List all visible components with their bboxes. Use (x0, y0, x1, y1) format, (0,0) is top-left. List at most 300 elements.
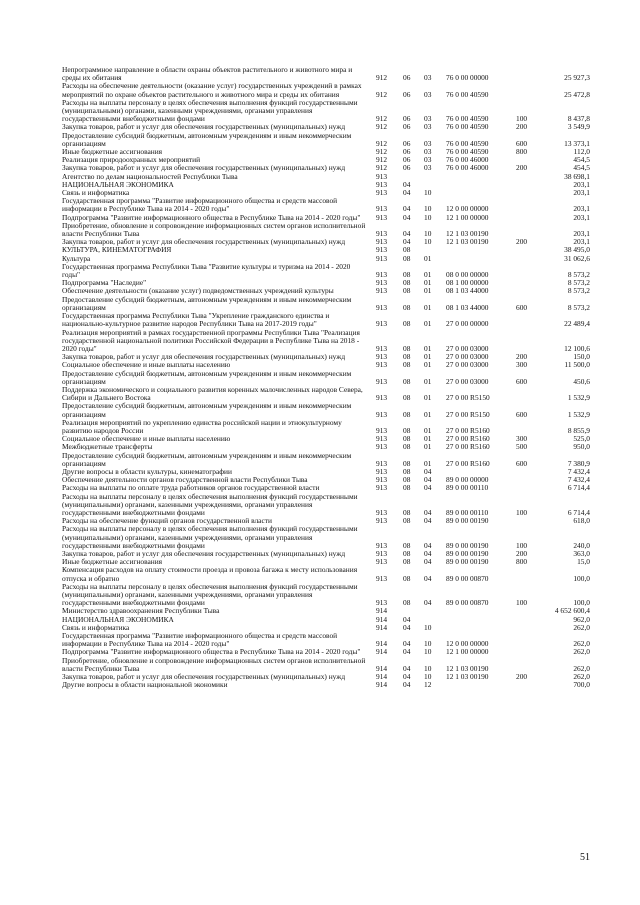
cell-cs: 76 0 00 00000 (446, 73, 489, 83)
cell-gr: 913 (376, 458, 388, 468)
cell-cs: 76 0 00 46000 (446, 155, 489, 165)
cell-vr: 300 (516, 360, 528, 370)
cell-cs: 89 0 00 00110 (446, 483, 489, 493)
table-row (62, 132, 590, 148)
cell-cs: 89 0 00 00000 (446, 475, 489, 485)
cell-gr: 913 (376, 229, 388, 239)
cell-name: Поддержка экономического и социального развития коренных малочисленных народов Севера, Сибири и Дальнего Востока (62, 384, 363, 403)
cell-gr: 912 (376, 163, 388, 173)
cell-rz: 08 (403, 270, 411, 280)
cell-rz: 06 (403, 155, 411, 165)
cell-cs: 12 1 03 00190 (446, 237, 489, 247)
cell-name: Связь и информатика (62, 622, 130, 632)
cell-rz: 06 (403, 138, 411, 148)
cell-pr: 01 (424, 352, 432, 362)
cell-sum: 262,0 (573, 622, 590, 632)
table-row (62, 402, 590, 418)
cell-sum: 25 927,3 (564, 73, 590, 83)
cell-gr: 913 (376, 302, 388, 312)
cell-gr: 913 (376, 188, 388, 198)
cell-name: Закупка товаров, работ и услуг для обеспечения государственных (муниципальных) нужд (62, 122, 346, 132)
cell-pr: 01 (424, 376, 432, 386)
cell-sum: 25 472,8 (564, 89, 590, 99)
cell-pr: 10 (424, 647, 432, 657)
cell-cs: 27 0 00 03000 (446, 376, 489, 386)
cell-pr: 01 (424, 253, 432, 263)
cell-vr: 200 (516, 352, 528, 362)
cell-rz: 08 (403, 425, 411, 435)
cell-pr: 03 (424, 147, 432, 157)
cell-cs: 27 0 00 R5150 (446, 393, 490, 403)
cell-rz: 04 (403, 212, 411, 222)
cell-gr: 913 (376, 548, 388, 558)
cell-sum: 38 495,0 (564, 245, 590, 255)
cell-gr: 913 (376, 343, 388, 353)
cell-name: Приобретение, обновление и сопровождение информационных систем органов исполнительной власти Республики Тыва (62, 655, 366, 673)
table-row (62, 681, 590, 689)
table-row (62, 82, 590, 98)
table-row (62, 657, 590, 673)
cell-sum: 454,5 (573, 155, 590, 165)
table-row (62, 246, 590, 254)
cell-sum: 13 373,1 (564, 138, 590, 148)
cell-name: Связь и информатика (62, 188, 130, 198)
cell-rz: 04 (403, 229, 411, 239)
cell-pr: 01 (424, 286, 432, 296)
table-row (62, 566, 590, 582)
cell-vr: 100 (516, 507, 528, 517)
cell-name: Государственная программа "Развитие информационного общества и средств массовой информации в Республике Тыва на 2014 - 2020 годы" (62, 196, 338, 214)
cell-name: Обеспечение деятельности (оказание услуг) подведомственных учреждений культуры (62, 286, 334, 296)
cell-gr: 913 (376, 253, 388, 263)
cell-vr: 200 (516, 237, 528, 247)
table-row (62, 386, 590, 402)
cell-sum: 962,0 (573, 614, 590, 624)
cell-pr: 04 (424, 516, 432, 526)
cell-name: Государственная программа Республики Тыва "Укрепление гражданского единства и национально-культурное развитие народов Республики Тыва на 2017-2019 годы" (62, 311, 330, 329)
cell-rz: 08 (403, 360, 411, 370)
cell-gr: 913 (376, 393, 388, 403)
cell-gr: 913 (376, 409, 388, 419)
cell-pr: 03 (424, 163, 432, 173)
cell-gr: 913 (376, 507, 388, 517)
cell-pr: 01 (424, 278, 432, 288)
cell-gr: 913 (376, 179, 388, 189)
cell-rz: 06 (403, 147, 411, 157)
cell-gr: 913 (376, 270, 388, 280)
cell-gr: 912 (376, 122, 388, 132)
budget-table (62, 66, 590, 689)
cell-gr: 912 (376, 138, 388, 148)
cell-pr: 01 (424, 409, 432, 419)
cell-pr: 04 (424, 466, 432, 476)
cell-cs: 76 0 00 46000 (446, 163, 489, 173)
cell-sum: 4 652 600,4 (554, 606, 590, 616)
cell-rz: 06 (403, 73, 411, 83)
cell-name: Расходы на обеспечение функций органов государственной власти (62, 516, 272, 526)
cell-pr: 04 (424, 507, 432, 517)
cell-gr: 912 (376, 73, 388, 83)
cell-vr: 100 (516, 598, 528, 608)
table-row (62, 452, 590, 468)
cell-cs: 27 0 00 R5160 (446, 442, 490, 452)
cell-name: Предоставление субсидий бюджетным, автономным учреждениям и иным некоммерческим организациям (62, 130, 352, 148)
cell-name: Реализация природоохранных мероприятий (62, 155, 201, 165)
cell-vr: 600 (516, 376, 528, 386)
cell-vr: 200 (516, 163, 528, 173)
cell-sum: 11 500,0 (564, 360, 590, 370)
cell-name: Государственная программа Республики Тыва "Развитие культуры и туризма на 2014 - 2020 годы" (62, 261, 351, 280)
cell-sum: 1 532,9 (567, 409, 590, 419)
cell-name: Социальное обеспечение и иные выплаты населению (62, 434, 231, 444)
cell-rz: 06 (403, 89, 411, 99)
cell-cs: 89 0 00 00870 (446, 598, 489, 608)
cell-name: Непрограммное направление в области охраны объектов растительного и животного мира и среды их обитания (62, 65, 353, 83)
cell-sum: 3 549,9 (567, 122, 590, 132)
cell-sum: 1 532,9 (567, 393, 590, 403)
cell-rz: 04 (403, 614, 411, 624)
cell-name: Расходы на выплаты по оплате труда работников органов государственной власти (62, 483, 320, 493)
cell-sum: 31 062,6 (564, 253, 590, 263)
cell-name: Министерство здравоохранения Республики Тыва (62, 606, 220, 616)
cell-gr: 913 (376, 237, 388, 247)
cell-pr: 10 (424, 212, 432, 222)
cell-cs: 89 0 00 00190 (446, 516, 489, 526)
cell-name: НАЦИОНАЛЬНАЯ ЭКОНОМИКА (62, 614, 174, 624)
cell-vr: 100 (516, 540, 528, 550)
cell-cs: 12 1 00 00000 (446, 647, 489, 657)
cell-vr: 200 (516, 122, 528, 132)
cell-gr: 913 (376, 245, 388, 255)
cell-rz: 04 (403, 647, 411, 657)
cell-name: Расходы на выплаты персоналу в целях обеспечения выполнения функций государственными (муниципальными) органами, казенными учреждениями, органами управления государственными внебюджетными фондами (62, 581, 358, 608)
cell-sum: 262,0 (573, 647, 590, 657)
table-row (62, 616, 590, 624)
cell-gr: 912 (376, 89, 388, 99)
cell-cs: 08 1 03 44000 (446, 286, 489, 296)
cell-rz: 08 (403, 286, 411, 296)
cell-cs: 08 0 00 00000 (446, 270, 489, 280)
cell-cs: 27 0 00 R5160 (446, 425, 490, 435)
cell-name: Иные бюджетные ассигнования (62, 557, 163, 567)
cell-cs: 76 0 00 40590 (446, 122, 489, 132)
cell-gr: 914 (376, 614, 388, 624)
cell-pr: 10 (424, 237, 432, 247)
cell-gr: 913 (376, 557, 388, 567)
cell-pr: 04 (424, 598, 432, 608)
cell-name: Подпрограмма "Развитие информационного общества в Республике Тыва на 2014 - 2020 годы" (62, 212, 361, 222)
cell-pr: 10 (424, 229, 432, 239)
cell-cs: 12 0 00 00000 (446, 639, 489, 649)
cell-pr: 04 (424, 573, 432, 583)
cell-sum: 203,1 (573, 212, 590, 222)
table-row (62, 296, 590, 312)
table-row (62, 222, 590, 238)
cell-rz: 08 (403, 540, 411, 550)
cell-sum: 38 698,1 (564, 171, 590, 181)
cell-rz: 08 (403, 557, 411, 567)
cell-name: Предоставление субсидий бюджетным, автономным учреждениям и иным некоммерческим организациям (62, 294, 352, 312)
cell-cs: 08 1 00 00000 (446, 278, 489, 288)
cell-name: Предоставление субсидий бюджетным, автономным учреждениям и иным некоммерческим организациям (62, 368, 352, 386)
cell-name: Обеспечение деятельности органов государственной власти Республики Тыва (62, 475, 308, 485)
cell-sum: 6 714,4 (567, 483, 590, 493)
cell-rz: 08 (403, 434, 411, 444)
cell-cs: 27 0 00 R5160 (446, 458, 490, 468)
cell-pr: 03 (424, 89, 432, 99)
cell-sum: 700,0 (573, 680, 590, 690)
cell-name: Расходы на выплаты персоналу в целях обеспечения выполнения функций государственными (муниципальными) органами, казенными учреждениями, органами управления государственными внебюджетными фондами (62, 524, 358, 550)
table-row (62, 525, 590, 550)
cell-gr: 914 (376, 680, 388, 690)
cell-sum: 203,1 (573, 188, 590, 198)
cell-rz: 04 (403, 204, 411, 214)
cell-name: Другие вопросы в области национальной экономики (62, 680, 228, 690)
cell-rz: 08 (403, 458, 411, 468)
cell-rz: 08 (403, 376, 411, 386)
cell-pr: 01 (424, 270, 432, 280)
cell-name: Государственная программа "Развитие информационного общества и средств массовой информации в Республике Тыва на 2014 - 2020 годы" (62, 631, 338, 649)
cell-rz: 08 (403, 278, 411, 288)
cell-gr: 912 (376, 155, 388, 165)
cell-vr: 300 (516, 434, 528, 444)
cell-gr: 914 (376, 639, 388, 649)
cell-pr: 03 (424, 114, 432, 124)
cell-gr: 913 (376, 573, 388, 583)
table-row (62, 66, 590, 82)
table-row (62, 370, 590, 386)
cell-cs: 12 1 00 00000 (446, 212, 489, 222)
cell-sum: 112,0 (573, 147, 590, 157)
cell-vr: 200 (516, 548, 528, 558)
cell-rz: 04 (403, 663, 411, 673)
cell-pr: 01 (424, 442, 432, 452)
cell-pr: 10 (424, 622, 432, 632)
cell-cs: 76 0 00 40590 (446, 114, 489, 124)
cell-name: Закупка товаров, работ и услуг для обеспечения государственных (муниципальных) нужд (62, 163, 346, 173)
cell-gr: 913 (376, 278, 388, 288)
table-row (62, 419, 590, 435)
cell-sum: 262,0 (573, 672, 590, 682)
cell-pr: 01 (424, 319, 432, 329)
table-row (62, 197, 590, 213)
cell-cs: 76 0 00 40590 (446, 89, 489, 99)
cell-name: Приобретение, обновление и сопровождение информационных систем органов исполнительной власти Республики Тыва (62, 220, 366, 239)
cell-rz: 08 (403, 409, 411, 419)
cell-vr: 600 (516, 138, 528, 148)
cell-gr: 913 (376, 466, 388, 476)
cell-name: Закупка товаров, работ и услуг для обеспечения государственных (муниципальных) нужд (62, 237, 346, 247)
cell-rz: 08 (403, 319, 411, 329)
cell-gr: 913 (376, 434, 388, 444)
cell-cs: 27 0 00 R5150 (446, 409, 490, 419)
cell-vr: 600 (516, 302, 528, 312)
cell-cs: 27 0 00 03000 (446, 343, 489, 353)
cell-name: Расходы на обеспечение деятельности (оказание услуг) государственных учреждений в рамках мероприятий по охране объектов растительного и животного мира и среды их обитания (62, 81, 362, 99)
cell-rz: 08 (403, 245, 411, 255)
cell-sum: 100,0 (573, 573, 590, 583)
cell-sum: 262,0 (573, 663, 590, 673)
cell-name: Закупка товаров, работ и услуг для обеспечения государственных (муниципальных) нужд (62, 352, 346, 362)
cell-rz: 04 (403, 672, 411, 682)
cell-sum: 22 489,4 (564, 319, 590, 329)
table-row (62, 99, 590, 124)
cell-gr: 913 (376, 360, 388, 370)
cell-gr: 913 (376, 598, 388, 608)
cell-pr: 10 (424, 672, 432, 682)
cell-rz: 04 (403, 680, 411, 690)
cell-rz: 04 (403, 622, 411, 632)
cell-sum: 203,1 (573, 204, 590, 214)
cell-name: Расходы на выплаты персоналу в целях обеспечения выполнения функций государственными (муниципальными) органами, казенными учреждениями, органами управления государственными внебюджетными фондами (62, 491, 358, 517)
cell-rz: 06 (403, 163, 411, 173)
cell-rz: 08 (403, 598, 411, 608)
cell-sum: 12 100,6 (564, 343, 590, 353)
cell-sum: 7 432,4 (567, 475, 590, 485)
cell-pr: 01 (424, 302, 432, 312)
cell-pr: 03 (424, 155, 432, 165)
cell-rz: 08 (403, 352, 411, 362)
cell-rz: 08 (403, 466, 411, 476)
cell-sum: 8 437,8 (567, 114, 590, 124)
cell-sum: 240,0 (573, 540, 590, 550)
cell-name: Реализация мероприятий в рамках государственной программы Республики Тыва "Реализация государственной национальной политики Российской Федерации в Республике Тыва на 2018 - 2020 годы" (62, 327, 360, 353)
cell-rz: 08 (403, 253, 411, 263)
cell-name: Социальное обеспечение и иные выплаты населению (62, 360, 231, 370)
cell-gr: 913 (376, 319, 388, 329)
cell-name: НАЦИОНАЛЬНАЯ ЭКОНОМИКА (62, 179, 174, 189)
cell-cs: 27 0 00 00000 (446, 319, 489, 329)
cell-cs: 76 0 00 40590 (446, 138, 489, 148)
cell-gr: 913 (376, 483, 388, 493)
cell-name: Предоставление субсидий бюджетным, автономным учреждениям и иным некоммерческим организациям (62, 401, 352, 419)
cell-sum: 7 432,4 (567, 466, 590, 476)
cell-gr: 913 (376, 442, 388, 452)
cell-pr: 10 (424, 663, 432, 673)
table-row (62, 329, 590, 354)
cell-cs: 27 0 00 03000 (446, 360, 489, 370)
cell-gr: 914 (376, 672, 388, 682)
cell-name: Компенсация расходов на оплату стоимости проезда и провоза багажа к месту использования отпуска и обратно (62, 565, 358, 583)
cell-pr: 03 (424, 138, 432, 148)
cell-rz: 08 (403, 475, 411, 485)
cell-pr: 01 (424, 425, 432, 435)
table-row (62, 583, 590, 608)
cell-rz: 06 (403, 114, 411, 124)
cell-name: Предоставление субсидий бюджетным, автономным учреждениям и иным некоммерческим организациям (62, 450, 352, 468)
cell-cs: 76 0 00 40590 (446, 147, 489, 157)
cell-gr: 912 (376, 147, 388, 157)
cell-vr: 100 (516, 114, 528, 124)
cell-rz: 04 (403, 179, 411, 189)
cell-sum: 8 573,2 (567, 270, 590, 280)
cell-name: Реализация мероприятий по укреплению единства российской нации и этнокультурному развитию народов России (62, 417, 342, 435)
cell-gr: 913 (376, 171, 388, 181)
cell-pr: 12 (424, 680, 432, 690)
cell-rz: 04 (403, 188, 411, 198)
cell-pr: 10 (424, 639, 432, 649)
cell-pr: 04 (424, 475, 432, 485)
cell-rz: 08 (403, 442, 411, 452)
cell-sum: 8 855,9 (567, 425, 590, 435)
cell-gr: 913 (376, 204, 388, 214)
cell-cs: 12 0 00 00000 (446, 204, 489, 214)
cell-sum: 203,1 (573, 179, 590, 189)
cell-sum: 450,6 (573, 376, 590, 386)
cell-pr: 10 (424, 188, 432, 198)
cell-cs: 08 1 03 44000 (446, 302, 489, 312)
cell-cs: 27 0 00 03000 (446, 352, 489, 362)
cell-name: Подпрограмма "Наследие" (62, 278, 147, 288)
cell-pr: 01 (424, 343, 432, 353)
cell-vr: 500 (516, 442, 528, 452)
table-row (62, 632, 590, 648)
cell-gr: 913 (376, 475, 388, 485)
cell-name: Расходы на выплаты персоналу в целях обеспечения выполнения функций государственными (муниципальными) органами, казенными учреждениями, органами управления государственными внебюджетными фондами (62, 97, 358, 124)
cell-name: КУЛЬТУРА, КИНЕМАТОГРАФИЯ (62, 245, 172, 255)
cell-sum: 203,1 (573, 237, 590, 247)
cell-gr: 913 (376, 540, 388, 550)
cell-rz: 08 (403, 343, 411, 353)
cell-pr: 10 (424, 204, 432, 214)
cell-sum: 950,0 (573, 442, 590, 452)
cell-rz: 08 (403, 573, 411, 583)
cell-cs: 89 0 00 00190 (446, 548, 489, 558)
cell-rz: 04 (403, 237, 411, 247)
cell-name: Подпрограмма "Развитие информационного общества в Республике Тыва на 2014 - 2020 годы" (62, 647, 361, 657)
cell-sum: 363,0 (573, 548, 590, 558)
cell-cs: 12 1 03 00190 (446, 672, 489, 682)
cell-gr: 912 (376, 114, 388, 124)
cell-name: Закупка товаров, работ и услуг для обеспечения государственных (муниципальных) нужд (62, 548, 346, 558)
cell-pr: 04 (424, 557, 432, 567)
cell-sum: 8 573,2 (567, 302, 590, 312)
cell-rz: 08 (403, 302, 411, 312)
cell-vr: 600 (516, 409, 528, 419)
cell-sum: 15,0 (577, 557, 590, 567)
cell-gr: 913 (376, 376, 388, 386)
cell-pr: 01 (424, 393, 432, 403)
cell-gr: 914 (376, 622, 388, 632)
cell-pr: 04 (424, 540, 432, 550)
cell-name: Закупка товаров, работ и услуг для обеспечения государственных (муниципальных) нужд (62, 672, 346, 682)
cell-gr: 914 (376, 606, 388, 616)
cell-sum: 6 714,4 (567, 507, 590, 517)
cell-cs: 89 0 00 00190 (446, 540, 489, 550)
table-row (62, 493, 590, 518)
cell-sum: 8 573,2 (567, 286, 590, 296)
cell-rz: 06 (403, 122, 411, 132)
cell-name: Иные бюджетные ассигнования (62, 147, 163, 157)
cell-pr: 03 (424, 122, 432, 132)
page-number: 51 (580, 852, 590, 863)
cell-pr: 04 (424, 548, 432, 558)
cell-sum: 454,5 (573, 163, 590, 173)
cell-name: Межбюджетные трансферты (62, 442, 153, 452)
table-row (62, 181, 590, 189)
cell-vr: 200 (516, 672, 528, 682)
cell-cs: 12 1 03 00190 (446, 663, 489, 673)
cell-name: Агентство по делам национальностей Республики Тыва (62, 171, 238, 181)
cell-pr: 04 (424, 483, 432, 493)
cell-sum: 203,1 (573, 229, 590, 239)
cell-gr: 913 (376, 425, 388, 435)
cell-vr: 600 (516, 458, 528, 468)
cell-cs: 89 0 00 00870 (446, 573, 489, 583)
cell-sum: 150,0 (573, 352, 590, 362)
cell-cs: 12 1 03 00190 (446, 229, 489, 239)
table-row (62, 312, 590, 328)
